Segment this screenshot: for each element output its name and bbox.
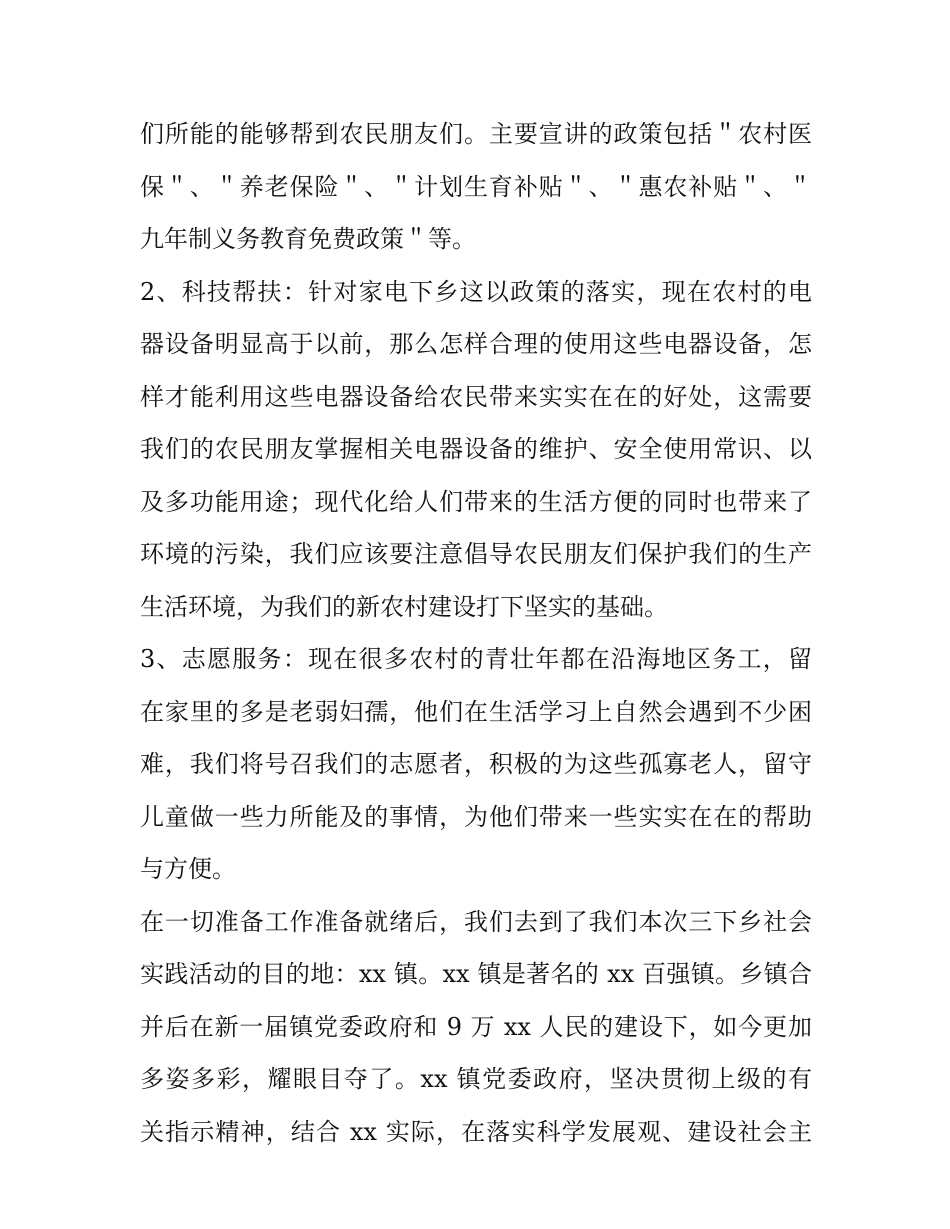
body-text <box>140 108 812 1158</box>
text-line: 与方便。 <box>140 855 236 883</box>
text-line: 器设备明显高于以前，那么怎样合理的使用这些电器设备，怎 <box>140 330 812 358</box>
text-line: 生活环境，为我们的新农村建设打下坚实的基础。 <box>140 592 668 621</box>
text-line: 在一切准备工作准备就绪后，我们去到了我们本次三下乡社会 <box>140 907 812 936</box>
text-line: 我们的农民朋友掌握相关电器设备的维护、安全使用常识、以 <box>140 435 812 463</box>
text-line: 环境的污染，我们应该要注意倡导农民朋友们保护我们的生产 <box>140 540 812 568</box>
text-line: 样才能利用这些电器设备给农民带来实实在在的好处，这需要 <box>140 382 812 411</box>
text-line: 们所能的能够帮到农民朋友们。主要宣讲的政策包括＂农村医 <box>140 120 812 148</box>
text-line: 及多功能用途；现代化给人们带来的生活方便的同时也带来了 <box>140 487 812 516</box>
text-line: 3、志愿服务：现在很多农村的青壮年都在沿海地区务工，留 <box>140 645 812 673</box>
text-line: 保＂、＂养老保险＂、＂计划生育补贴＂、＂惠农补贴＂、＂ <box>140 172 812 201</box>
text-line: 2、科技帮扶：针对家电下乡这以政策的落实，现在农村的电 <box>140 277 812 306</box>
text-line: 儿童做一些力所能及的事情，为他们带来一些实实在在的帮助 <box>140 802 812 831</box>
text-line: 并后在新一届镇党委政府和 9 万 xx 人民的建设下，如今更加 <box>140 1012 812 1041</box>
text-line: 关指示精神，结合 xx 实际，在落实科学发展观、建设社会主 <box>140 1117 812 1146</box>
text-line: 九年制义务教育免费政策＂等。 <box>140 225 476 253</box>
text-line: 难，我们将号召我们的志愿者，积极的为这些孤寡老人，留守 <box>140 750 812 778</box>
text-line: 在家里的多是老弱妇孺，他们在生活学习上自然会遇到不少困 <box>140 697 812 726</box>
text-line: 多姿多彩，耀眼目夺了。xx 镇党委政府，坚决贯彻上级的有 <box>140 1065 812 1093</box>
text-line: 实践活动的目的地：xx 镇。xx 镇是著名的 xx 百强镇。乡镇合 <box>140 960 812 988</box>
